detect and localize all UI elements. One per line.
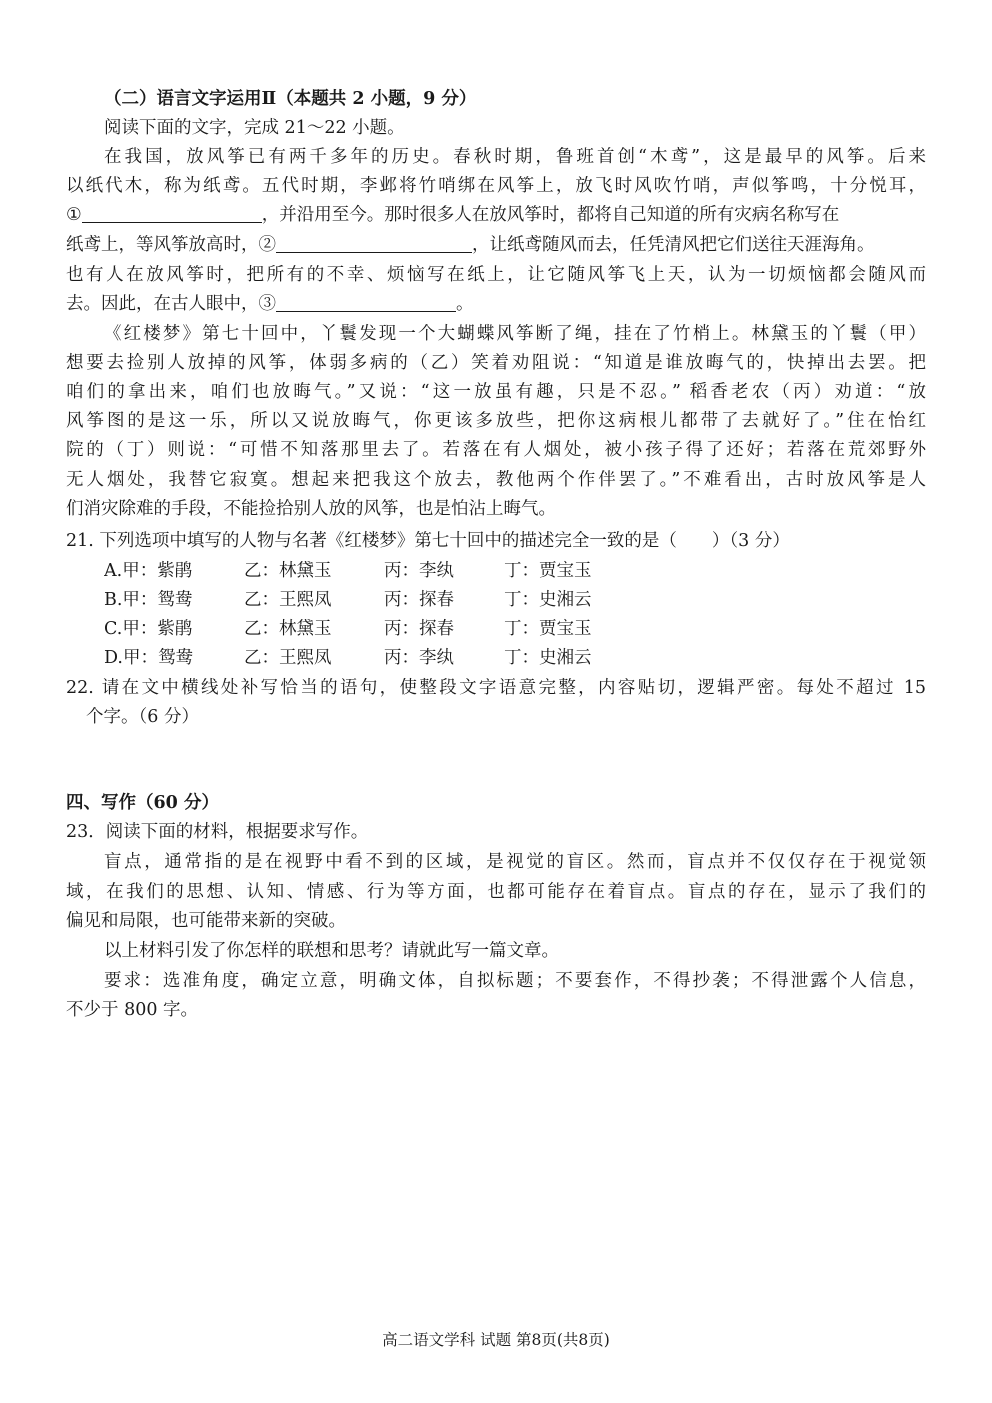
passage-line: 院的（丁）则说：“可惜不知落那里去了。若落在有人烟处，被小孩子得了还好；若落在荒郊野外 bbox=[66, 440, 926, 460]
requirements-line: 不少于 800 字。 bbox=[66, 1000, 199, 1020]
answer-blank bbox=[276, 232, 472, 253]
option-d: D.甲：鸳鸯 乙：王熙凤 丙：李纨 丁：史湘云 bbox=[104, 648, 592, 668]
requirements-line: 要求：选准角度，确定立意，明确文体，自拟标题；不要套作，不得抄袭；不得泄露个人信息， bbox=[104, 971, 926, 991]
passage-text: ，并沿用至今。那时很多人在放风筝时，都将自己知道的所有灾病名称写在 bbox=[261, 205, 840, 225]
question-21-stem: 21. 下列选项中填写的人物与名著《红楼梦》第七十回中的描述完全一致的是（ ）（3 分） bbox=[66, 531, 790, 551]
option-c: C.甲：紫鹃 乙：林黛玉 丙：探春 丁：贾宝玉 bbox=[104, 619, 592, 639]
blank-mark-1: ① bbox=[66, 205, 82, 225]
instruction: 阅读下面的文字，完成 21～22 小题。 bbox=[104, 118, 405, 138]
option-a: A.甲：紫鹃 乙：林黛玉 丙：李纨 丁：贾宝玉 bbox=[104, 561, 592, 581]
question-22-stem: 22. 请在文中横线处补写恰当的语句，使整段文字语意完整，内容贴切，逻辑严密。每处不超过 15 bbox=[66, 678, 926, 698]
blank-mark-3: ③ bbox=[258, 294, 276, 314]
passage-line: 以纸代木，称为纸鸢。五代时期，李邺将竹哨绑在风筝上，放飞时风吹竹哨，声似筝鸣，十分悦耳， bbox=[66, 176, 926, 196]
answer-blank bbox=[82, 202, 262, 223]
writing-section-heading: 四、写作（60 分） bbox=[66, 793, 219, 813]
material-line: 域，在我们的思想、认知、情感、行为等方面，也都可能存在着盲点。盲点的存在，显示了我们的 bbox=[66, 882, 926, 902]
passage-line: 们消灾除难的手段，不能捡拾别人放的风筝，也是怕沾上晦气。 bbox=[66, 499, 556, 519]
passage-line: 风筝图的是这一乐，所以又说放晦气，你更该多放些，把你这病根儿都带了去就好了。”住在怡红 bbox=[66, 411, 926, 431]
passage-line: 想要去捡别人放掉的风筝，体弱多病的（乙）笑着劝阻说：“知道是谁放晦气的，快掉出去罢。把 bbox=[66, 353, 926, 373]
passage-text: 纸鸢上，等风筝放高时， bbox=[66, 235, 259, 255]
passage-line-blank-2 bbox=[66, 230, 926, 260]
passage-line-blank-1 bbox=[66, 200, 926, 230]
writing-prompt: 以上材料引发了你怎样的联想和思考？请就此写一篇文章。 bbox=[104, 941, 559, 961]
material-line: 偏见和局限，也可能带来新的突破。 bbox=[66, 911, 346, 931]
passage-text: 去。因此，在古人眼中， bbox=[66, 294, 259, 314]
material-line: 盲点，通常指的是在视野中看不到的区域，是视觉的盲区。然而，盲点并不仅仅存在于视觉领 bbox=[104, 852, 926, 872]
passage-line: 无人烟处，我替它寂寞。想起来把我这个放去，教他两个作伴罢了。”不难看出，古时放风筝是人 bbox=[66, 470, 926, 490]
passage-line-blank-3 bbox=[66, 289, 926, 319]
question-23-stem: 23．阅读下面的材料，根据要求写作。 bbox=[66, 822, 369, 842]
section-heading: （二）语言文字运用Ⅱ（本题共 2 小题，9 分） bbox=[104, 89, 477, 109]
page-footer: 高二语文学科 试题 第8页(共8页) bbox=[382, 1331, 610, 1349]
passage-line: 咱们的拿出来，咱们也放晦气。”又说：“这一放虽有趣，只是不忍。” 稻香老农（丙）劝道：“放 bbox=[66, 382, 926, 402]
passage-line: 在我国，放风筝已有两千多年的历史。春秋时期，鲁班首创“木鸢”，这是最早的风筝。后来 bbox=[104, 147, 926, 167]
answer-blank bbox=[276, 291, 456, 312]
question-22-stem-cont: 个字。（6 分） bbox=[86, 707, 199, 727]
blank-mark-2: ② bbox=[258, 235, 276, 255]
passage-text: ，让纸鸢随风而去，任凭清风把它们送往天涯海角。 bbox=[472, 235, 875, 255]
option-b: B.甲：鸳鸯 乙：王熙凤 丙：探春 丁：史湘云 bbox=[104, 590, 592, 610]
passage-text: 。 bbox=[456, 294, 474, 314]
passage-line: 《红楼梦》第七十回中，丫鬟发现一个大蝴蝶风筝断了绳，挂在了竹梢上。林黛玉的丫鬟（甲） bbox=[104, 324, 926, 344]
passage-line: 也有人在放风筝时，把所有的不幸、烦恼写在纸上，让它随风筝飞上天，认为一切烦恼都会随风而 bbox=[66, 265, 926, 285]
